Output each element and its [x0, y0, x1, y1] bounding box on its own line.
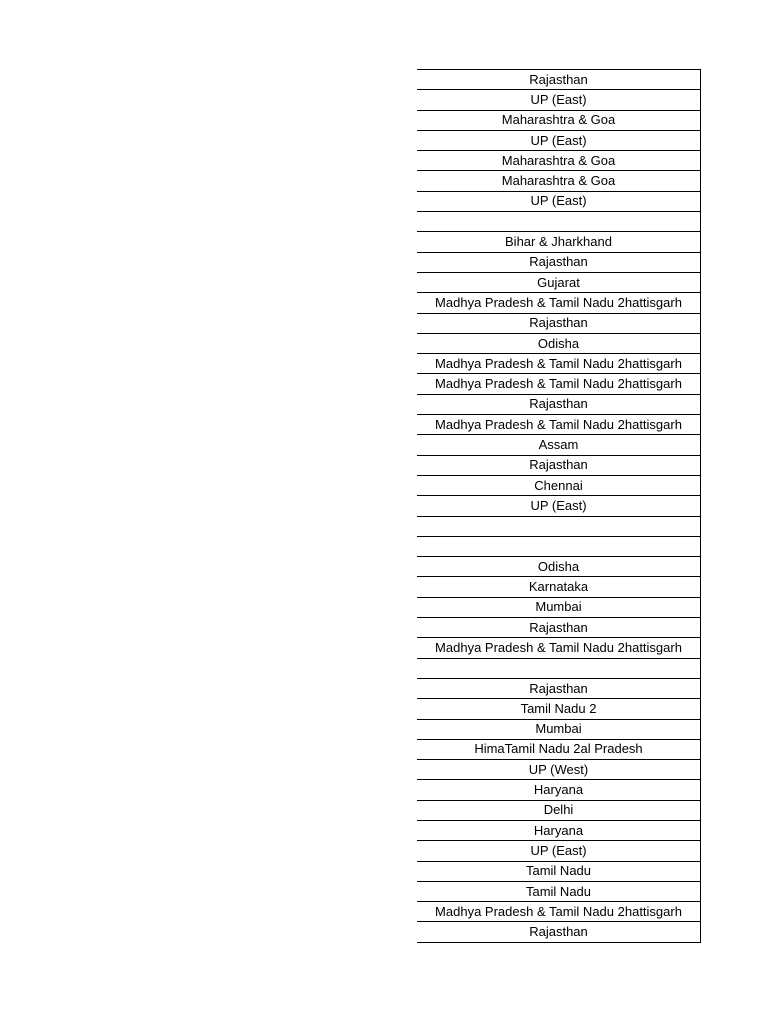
table-row [417, 232, 701, 252]
region-cell[interactable]: Rajasthan [417, 313, 701, 333]
table-row [417, 333, 701, 353]
table-row [417, 719, 701, 739]
table-row [417, 70, 701, 90]
region-cell[interactable]: Rajasthan [417, 70, 701, 90]
region-cell[interactable] [417, 212, 701, 232]
region-cell[interactable]: Haryana [417, 780, 701, 800]
table-row [417, 212, 701, 232]
table-row [417, 293, 701, 313]
table-row [417, 496, 701, 516]
table-row [417, 110, 701, 130]
table-row [417, 597, 701, 617]
region-cell[interactable]: Odisha [417, 557, 701, 577]
table-row [417, 922, 701, 942]
table-row [417, 861, 701, 881]
region-table [417, 69, 701, 943]
region-cell[interactable]: Tamil Nadu 2 [417, 699, 701, 719]
region-cell[interactable]: Haryana [417, 820, 701, 840]
table-row [417, 191, 701, 211]
region-cell[interactable]: Rajasthan [417, 455, 701, 475]
table-row [417, 435, 701, 455]
region-cell[interactable]: Bihar & Jharkhand [417, 232, 701, 252]
table-row [417, 415, 701, 435]
table-row [417, 374, 701, 394]
region-cell[interactable]: Mumbai [417, 597, 701, 617]
region-cell[interactable]: UP (East) [417, 841, 701, 861]
region-cell[interactable]: Madhya Pradesh & Tamil Nadu 2hattisgarh [417, 638, 701, 658]
region-cell[interactable]: Delhi [417, 800, 701, 820]
region-cell[interactable]: Assam [417, 435, 701, 455]
table-row [417, 780, 701, 800]
region-cell[interactable]: Karnataka [417, 577, 701, 597]
region-cell[interactable]: UP (East) [417, 130, 701, 150]
region-cell[interactable]: Madhya Pradesh & Tamil Nadu 2hattisgarh [417, 415, 701, 435]
table-row [417, 354, 701, 374]
region-cell[interactable]: HimaTamil Nadu 2al Pradesh [417, 739, 701, 759]
region-cell[interactable]: Madhya Pradesh & Tamil Nadu 2hattisgarh [417, 354, 701, 374]
region-cell[interactable]: Maharashtra & Goa [417, 151, 701, 171]
table-row [417, 699, 701, 719]
region-cell[interactable] [417, 658, 701, 678]
table-row [417, 739, 701, 759]
region-cell[interactable] [417, 516, 701, 536]
table-row [417, 760, 701, 780]
table-row [417, 313, 701, 333]
region-cell[interactable]: Rajasthan [417, 252, 701, 272]
table-row [417, 577, 701, 597]
table-row [417, 658, 701, 678]
table-row [417, 618, 701, 638]
table-row [417, 536, 701, 556]
region-cell[interactable]: Mumbai [417, 719, 701, 739]
region-cell[interactable]: Odisha [417, 333, 701, 353]
table-row [417, 455, 701, 475]
table-row [417, 820, 701, 840]
table-row [417, 516, 701, 536]
region-cell[interactable] [417, 536, 701, 556]
table-row [417, 252, 701, 272]
table-row [417, 881, 701, 901]
region-table-body [417, 70, 701, 943]
table-row [417, 557, 701, 577]
region-cell[interactable]: Chennai [417, 475, 701, 495]
region-cell[interactable]: Rajasthan [417, 922, 701, 942]
region-cell[interactable]: Madhya Pradesh & Tamil Nadu 2hattisgarh [417, 902, 701, 922]
region-cell[interactable]: Tamil Nadu [417, 881, 701, 901]
region-cell[interactable]: Maharashtra & Goa [417, 110, 701, 130]
region-cell[interactable]: UP (East) [417, 191, 701, 211]
table-row [417, 678, 701, 698]
region-cell[interactable]: UP (East) [417, 90, 701, 110]
region-cell[interactable]: Rajasthan [417, 678, 701, 698]
region-cell[interactable]: Madhya Pradesh & Tamil Nadu 2hattisgarh [417, 293, 701, 313]
table-row [417, 800, 701, 820]
table-row [417, 394, 701, 414]
table-row [417, 171, 701, 191]
table-row [417, 130, 701, 150]
table-row [417, 841, 701, 861]
table-row [417, 90, 701, 110]
region-cell[interactable]: Madhya Pradesh & Tamil Nadu 2hattisgarh [417, 374, 701, 394]
table-row [417, 638, 701, 658]
table-row [417, 151, 701, 171]
region-cell[interactable]: Gujarat [417, 272, 701, 292]
table-row [417, 475, 701, 495]
table-row [417, 272, 701, 292]
region-cell[interactable]: Maharashtra & Goa [417, 171, 701, 191]
table-row [417, 902, 701, 922]
region-cell[interactable]: Rajasthan [417, 394, 701, 414]
region-cell[interactable]: UP (East) [417, 496, 701, 516]
region-cell[interactable]: Tamil Nadu [417, 861, 701, 881]
region-cell[interactable]: UP (West) [417, 760, 701, 780]
region-cell[interactable]: Rajasthan [417, 618, 701, 638]
